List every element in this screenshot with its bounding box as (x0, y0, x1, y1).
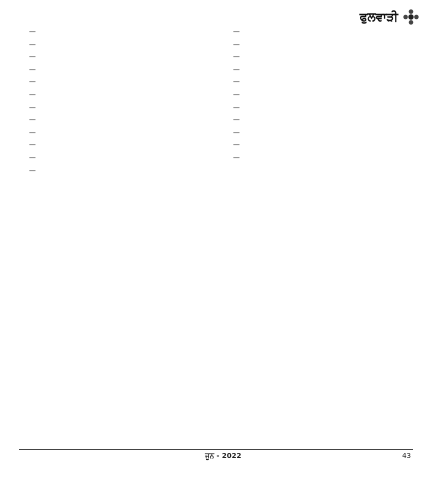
paragraph: — (29, 153, 36, 162)
paragraph: — (233, 53, 240, 62)
paragraph: — (29, 90, 36, 99)
paragraph: — (29, 128, 36, 137)
paragraph: — (233, 40, 240, 49)
paragraph: — (233, 128, 240, 137)
page-footer (19, 449, 413, 462)
issue-date: ਜੂਨ - 2022 (205, 452, 242, 460)
paragraph: — (233, 103, 240, 112)
left-column (19, 28, 209, 438)
paragraph: — (233, 141, 240, 150)
paragraph: — (29, 116, 36, 125)
paragraph: — (29, 40, 36, 49)
page-number: 43 (402, 452, 411, 460)
paragraph: — (233, 153, 240, 162)
magazine-logo-text: ਫੁਲਵਾੜੀ (359, 9, 398, 24)
article-body (19, 28, 413, 438)
paragraph: — (233, 116, 240, 125)
paragraph: — (233, 65, 240, 74)
paragraph: — (29, 53, 36, 62)
paragraph: — (233, 28, 240, 36)
right-column (223, 28, 413, 438)
paragraph: — (29, 141, 36, 150)
magazine-header (360, 6, 420, 28)
paragraph: — (29, 65, 36, 74)
paragraph: — (29, 166, 36, 175)
paragraph: — (233, 90, 240, 99)
flower-logo-icon (402, 8, 420, 26)
paragraph: — (29, 103, 36, 112)
paragraph: — (29, 78, 36, 87)
paragraph: — (29, 28, 36, 36)
paragraph: — (233, 78, 240, 87)
